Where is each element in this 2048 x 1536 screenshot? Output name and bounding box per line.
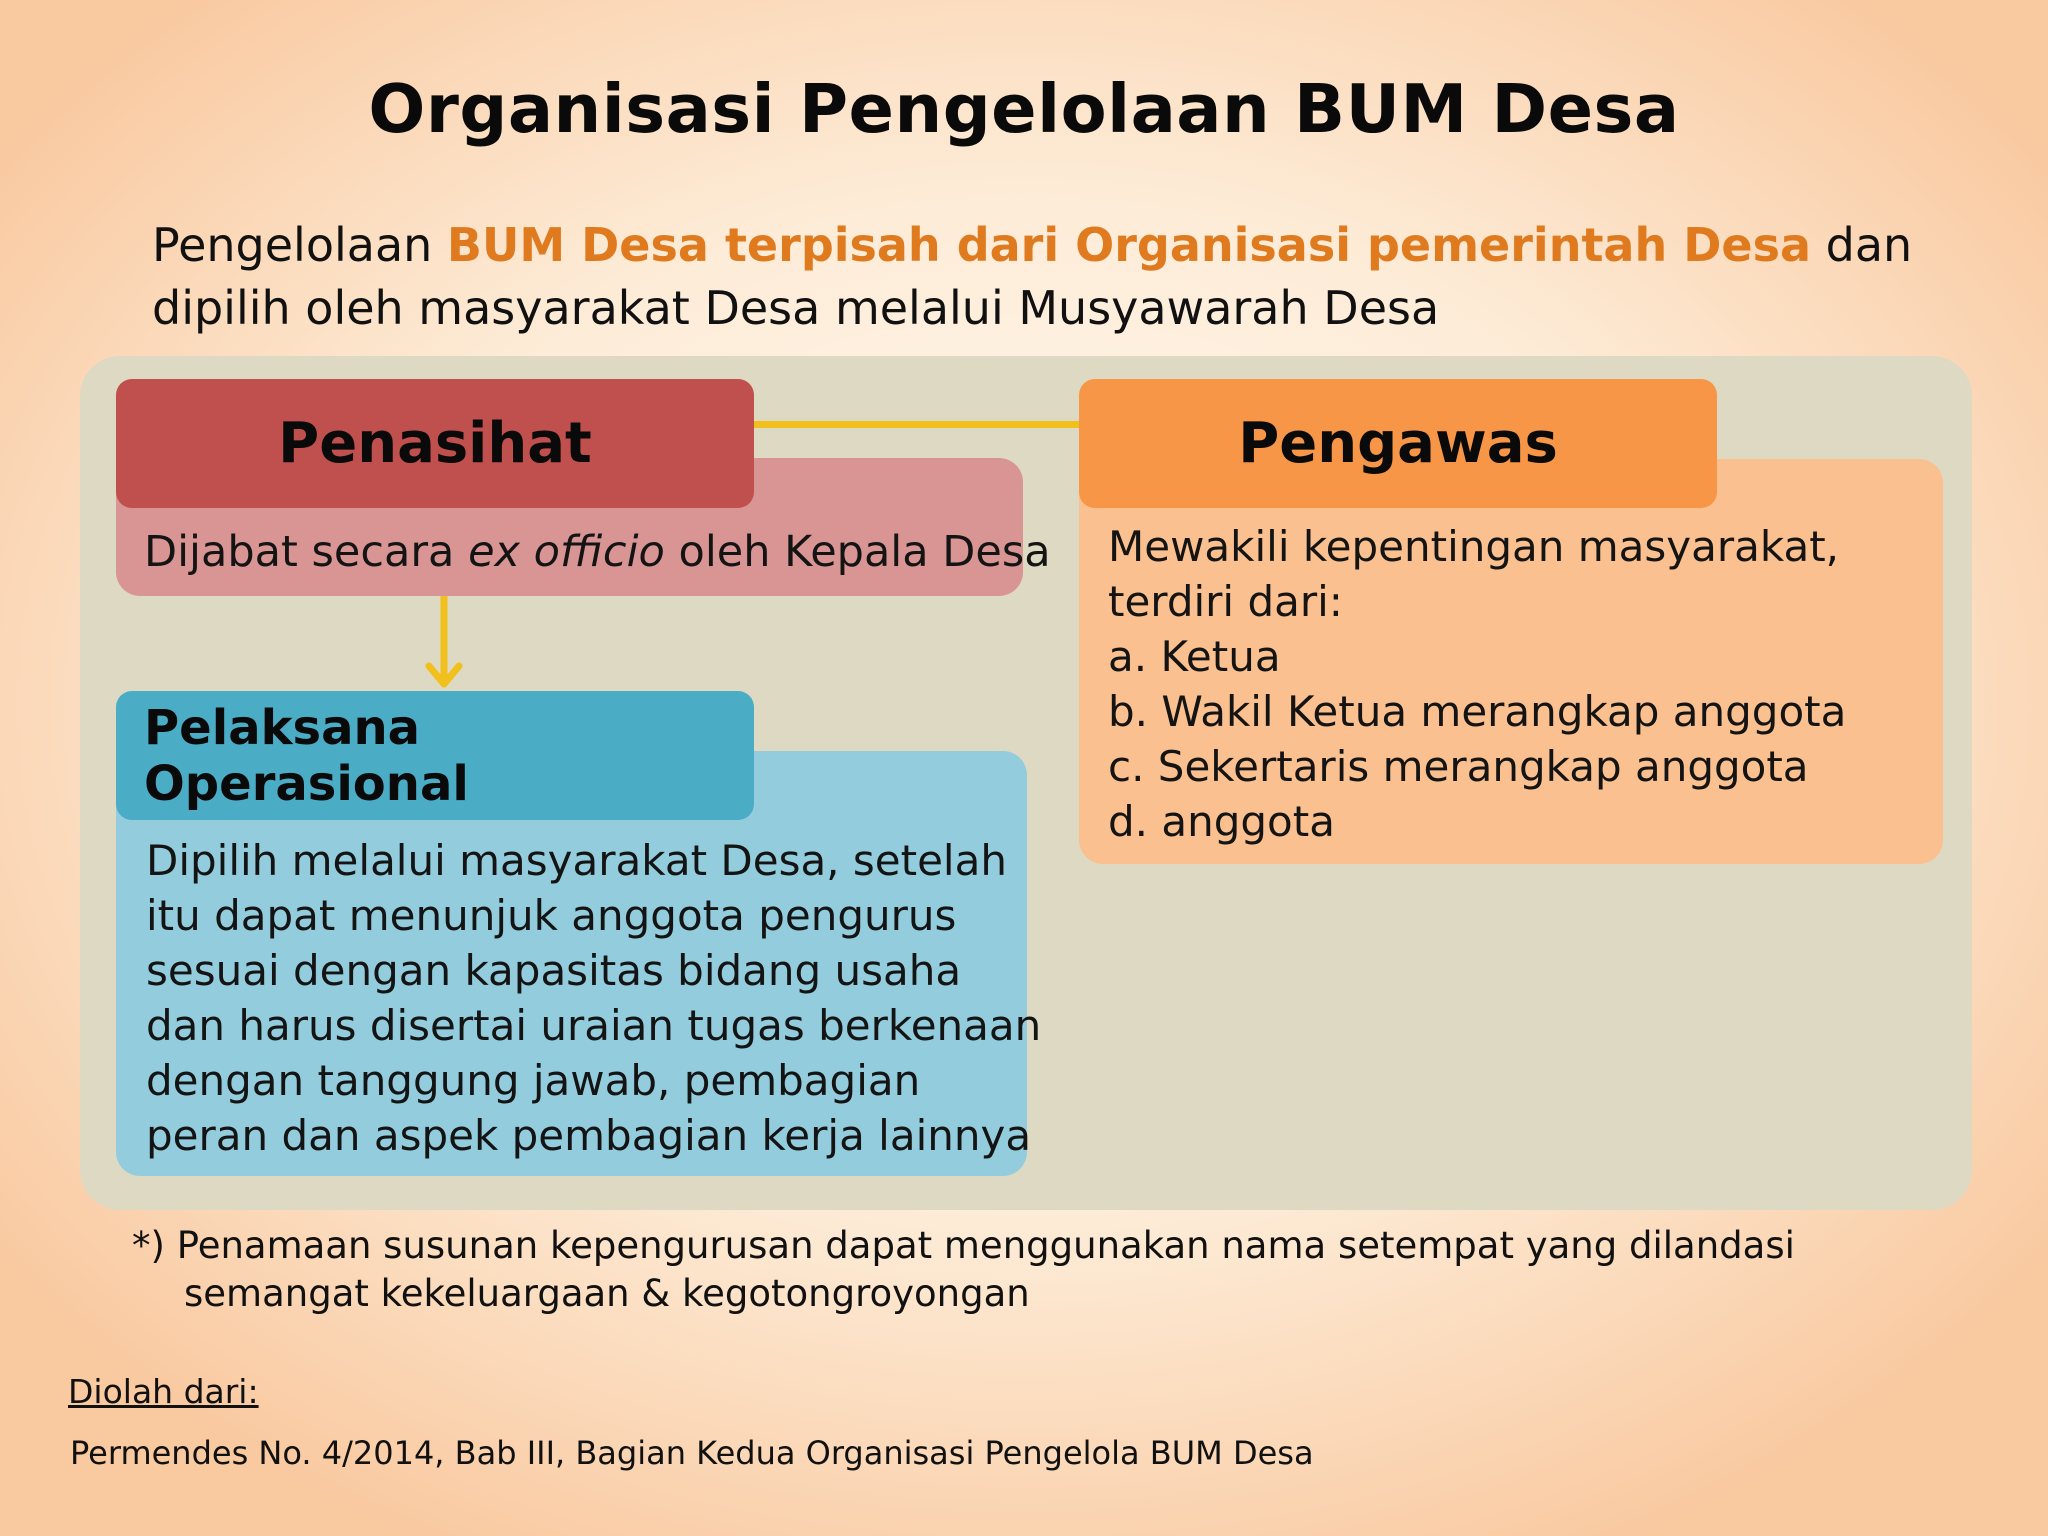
intro-highlight: BUM Desa terpisah dari Organisasi pemerintah Desa: [446, 218, 1812, 272]
footnote-line-2: semangat kekeluargaan & kegotongroyongan: [184, 1272, 1030, 1315]
pelaksana-line: sesuai dengan kapasitas bidang usaha: [146, 946, 962, 995]
pelaksana-line: itu dapat menunjuk anggota pengurus: [146, 891, 957, 940]
pelaksana-heading: Pelaksana Operasional: [144, 699, 469, 812]
penasihat-desc-after: oleh Kepala Desa: [664, 527, 1051, 577]
intro-line-2: dipilih oleh masyarakat Desa melalui Musyawarah Desa: [152, 281, 1440, 335]
page-title: Organisasi Pengelolaan BUM Desa: [368, 70, 1680, 148]
penasihat-desc-before: Dijabat secara: [144, 527, 469, 577]
pengawas-line: b. Wakil Ketua merangkap anggota: [1108, 687, 1847, 736]
footnote-line-1: *) Penamaan susunan kepengurusan dapat menggunakan nama setempat yang dilandasi: [132, 1224, 1795, 1267]
penasihat-description: [144, 525, 1051, 580]
pengawas-line: a. Ketua: [1108, 632, 1281, 681]
source-citation: Permendes No. 4/2014, Bab III, Bagian Kedua Organisasi Pengelola BUM Desa: [70, 1434, 1314, 1472]
intro-suffix: dan: [1811, 218, 1913, 272]
arrow-penasihat-to-pelaksana: [424, 596, 464, 692]
pelaksana-line: Dipilih melalui masyarakat Desa, setelah: [146, 836, 1007, 885]
pengawas-line: c. Sekertaris merangkap anggota: [1108, 742, 1809, 791]
penasihat-heading: Penasihat: [278, 411, 592, 476]
intro-line-1: [152, 214, 1952, 277]
pelaksana-line: dengan tanggung jawab, pembagian: [146, 1056, 921, 1105]
pengawas-line: terdiri dari:: [1108, 577, 1343, 626]
footnote: [132, 1222, 1932, 1318]
pelaksana-heading-box: [116, 691, 754, 820]
pengawas-line: Mewakili kepentingan masyarakat,: [1108, 522, 1840, 571]
pengawas-line: d. anggota: [1108, 797, 1335, 846]
pelaksana-line: peran dan aspek pembagian kerja lainnya: [146, 1111, 1032, 1160]
penasihat-desc-italic: ex officio: [468, 527, 665, 577]
connector-penasihat-pengawas: [752, 421, 1082, 428]
pengawas-heading-box: [1079, 379, 1717, 508]
source-label: Diolah dari:: [68, 1372, 259, 1411]
intro-paragraph: [152, 214, 1952, 340]
pengawas-heading: Pengawas: [1238, 411, 1558, 476]
pengawas-description: [1108, 519, 1846, 849]
pelaksana-description: [146, 833, 1041, 1163]
intro-prefix: Pengelolaan: [152, 218, 447, 272]
pelaksana-line: dan harus disertai uraian tugas berkenaan: [146, 1001, 1042, 1050]
penasihat-heading-box: [116, 379, 754, 508]
